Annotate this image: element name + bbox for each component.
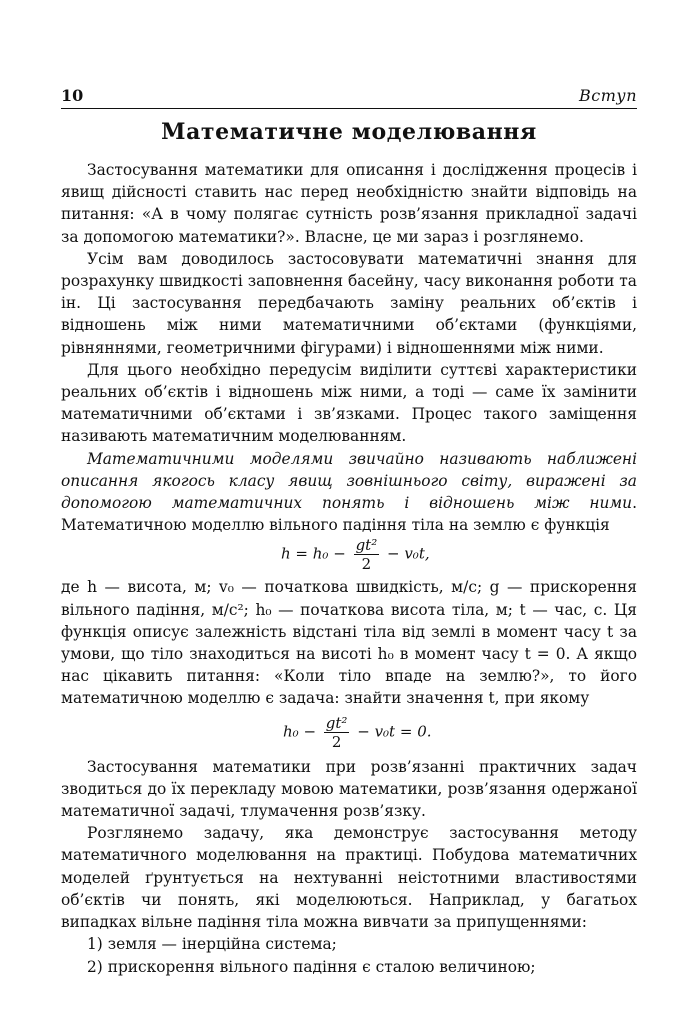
paragraph-2: Усім вам доводилось застосовувати математичні знання для розрахунку швидкості заповнення басейну, часу виконання роботи та ін. Ці застосування передбачають заміну реальних об’єктів і відношень між ними математичними об’єктами (функціями, рівняннями, геометричними фігурами) і відношеннями між ними. xyxy=(61,249,637,357)
page-number: 10 xyxy=(61,86,84,105)
formula-1-denominator: 2 xyxy=(361,555,372,574)
paragraph-1: Застосування математики для описання і дослідження процесів і явищ дійсності ставить нас перед необхідністю знайти відповідь на питання: «А в чому полягає сутність розв’язання прикладної задачі за допомогою математики?». Власне, це ми зараз і розглянемо. xyxy=(61,161,637,246)
paragraph-7: Розглянемо задачу, яка демонструє застосування методу математичного моделювання на практиці. Побудова математичних моделей ґрунтується на нехтуванні неістотними властивостями об’єктів чи понять, які моделюються. Наприклад, у багатьох випадках вільне падіння тіла можна вивчати за припущеннями: xyxy=(61,824,637,932)
paragraph-6: Застосування математики при розв’язанні практичних задач зводиться до їх перекладу мовою математики, розв’язання одержаної математичної задачі, тлумачення розв’язку. xyxy=(61,757,637,821)
formula-free-fall xyxy=(61,536,637,576)
list-item: 2) прискорення вільного падіння є сталою величиною; xyxy=(87,957,536,976)
formula-2-fraction xyxy=(324,714,350,751)
definition-italic: Математичними моделями звичайно називають наближені описання якогось класу явищ зовнішнього світу, виражені за допомогою математичних понять і відношень між ними xyxy=(61,449,637,513)
paragraph-5: де h — висота, м; v₀ — початкова швидкість, м/с; g — прискорення вільного падіння, м/с²; h₀ — початкова висота тіла, м; t — час, с. Ця функція описує залежність відстані тіла від землі в момент часу t за умови, що тіло знаходиться на висоті h₀ в момент часу t = 0. А якщо нас цікавить питання: «Коли тіло впаде на землю?», то його математичною моделлю є задача: знайти значення t, при якому xyxy=(61,578,637,708)
formula-1-fraction xyxy=(354,536,380,573)
formula-2-denominator: 2 xyxy=(331,732,342,751)
list-item: 1) земля — інерційна система; xyxy=(87,935,337,954)
section-title: Вступ xyxy=(579,86,637,105)
paragraph-3: Для цього необхідно передусім виділити суттєві характеристики реальних об’єктів і відношень між ними, а тоді — саме їх замінити математичними об’єктами і зв’язками. Процес такого заміщення називають математичним моделюванням. xyxy=(61,360,637,446)
running-header xyxy=(61,84,637,109)
formula-1-right: − v₀t, xyxy=(387,544,430,563)
formula-2-left: h₀ − xyxy=(283,722,317,741)
assumption-list xyxy=(61,933,637,977)
definition-rest: . Математичною моделлю вільного падіння тіла на землю є функція xyxy=(61,494,637,535)
formula-2-right: − v₀t = 0. xyxy=(357,722,432,741)
paragraph-4 xyxy=(61,448,637,537)
chapter-title: Математичне моделювання xyxy=(161,119,537,145)
formula-landing xyxy=(61,710,637,756)
formula-1-numerator: gt² xyxy=(355,536,378,555)
page xyxy=(61,84,637,978)
formula-1-left: h = h₀ − xyxy=(281,544,346,563)
formula-2-numerator: gt² xyxy=(325,713,348,732)
